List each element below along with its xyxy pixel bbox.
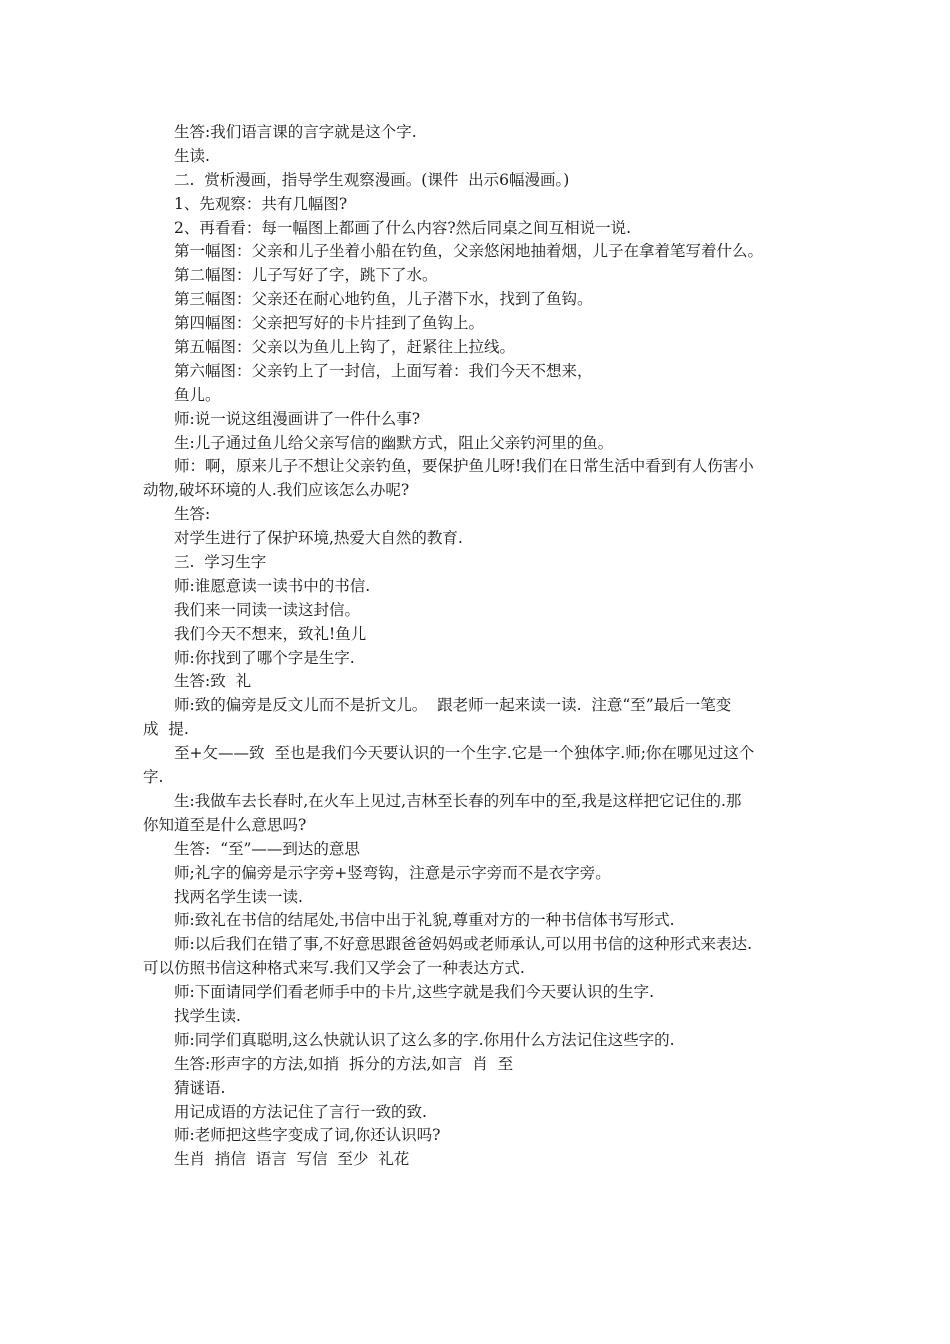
text-line: 师:以后我们在错了事,不好意思跟爸爸妈妈或老师承认,可以用书信的这种形式来表达.: [174, 935, 753, 954]
text-line: 成 提.: [143, 720, 189, 739]
text-line: 1、先观察：共有几幅图?: [174, 194, 348, 213]
text-line: 生读.: [174, 146, 210, 165]
text-line: 找两名学生读一读.: [174, 887, 303, 906]
text-line: 师:同学们真聪明,这么快就认识了这么多的字.你用什么方法记住这些字的.: [174, 1030, 675, 1049]
text-line: 师:你找到了哪个字是生字.: [174, 648, 355, 667]
text-line: 生答:致 礼: [174, 672, 252, 691]
text-line: 可以仿照书信这种格式来写.我们又学会了一种表达方式.: [143, 959, 525, 978]
text-line: 二. 赏析漫画，指导学生观察漫画。(课件 出示6幅漫画。): [174, 170, 570, 189]
text-line: 第三幅图：父亲还在耐心地钓鱼，儿子潜下水，找到了鱼钩。: [174, 290, 593, 309]
text-line: 师：啊，原来儿子不想让父亲钓鱼，要保护鱼儿呀!我们在日常生活中看到有人伤害小: [174, 457, 754, 476]
document-body: [143, 121, 813, 1172]
text-line: 第六幅图：父亲钓上了一封信，上面写着：我们今天不想来，: [174, 361, 593, 380]
text-line: 动物,破坏环境的人.我们应该怎么办呢?: [143, 481, 410, 500]
text-line: 生答:我们语言课的言字就是这个字.: [174, 123, 417, 141]
text-line: 第四幅图：父亲把写好的卡片挂到了鱼钩上。: [174, 314, 485, 333]
text-line: 师:老师把这些字变成了词,你还认识吗?: [174, 1126, 441, 1145]
text-line: 第二幅图：儿子写好了字，跳下了水。: [174, 266, 438, 285]
text-line: 找学生读.: [174, 1006, 241, 1025]
text-line: 用记成语的方法记住了言行一致的致.: [174, 1102, 427, 1121]
text-line: 对学生进行了保护环境,热爱大自然的教育.: [174, 529, 463, 548]
text-line: 我们来一同读一读这封信。: [174, 600, 361, 619]
text-line: 第五幅图：父亲以为鱼儿上钩了，赶紧往上拉线。: [174, 338, 516, 357]
text-line: 2、再看看：每一幅图上都画了什么内容?然后同桌之间互相说一说.: [174, 218, 632, 237]
text-line: 我们今天不想来，致礼!鱼儿: [174, 624, 367, 643]
text-line: 师:谁愿意读一读书中的书信.: [174, 576, 371, 595]
text-line: 生答:形声字的方法,如捎 拆分的方法,如言 肖 至: [174, 1054, 514, 1073]
text-line: 至+攵——致 至也是我们今天要认识的一个生字.它是一个独体字.师;你在哪见过这个: [174, 744, 755, 763]
text-line: 字.: [143, 768, 164, 787]
text-line: 生答: “至”——到达的意思: [174, 839, 360, 858]
text-line: 鱼儿。: [174, 385, 221, 404]
text-line: 第一幅图：父亲和儿子坐着小船在钓鱼，父亲悠闲地抽着烟，儿子在拿着笔写着什么。: [174, 242, 764, 261]
text-line: 师:说一说这组漫画讲了一件什么事?: [174, 409, 421, 428]
text-line: 生肖 捎信 语言 写信 至少 礼花: [174, 1150, 410, 1169]
text-line: 师:下面请同学们看老师手中的卡片,这些字就是我们今天要认识的生字.: [174, 983, 655, 1002]
text-line: 师;礼字的偏旁是示字旁+竖弯钩，注意是示字旁而不是衣字旁。: [174, 863, 611, 882]
text-line: 生答:: [174, 505, 211, 524]
text-line: 生:我做车去长春时,在火车上见过,吉林至长春的列车中的至,我是这样把它记住的.那: [174, 791, 742, 810]
text-line: 你知道至是什么意思吗?: [143, 815, 307, 834]
text-line: 生:儿子通过鱼儿给父亲写信的幽默方式，阻止父亲钓河里的鱼。: [174, 433, 614, 452]
text-line: 猜谜语.: [174, 1078, 226, 1097]
text-line: 师:致礼在书信的结尾处,书信中出于礼貌,尊重对方的一种书信体书写形式.: [174, 911, 675, 930]
text-line: 三. 学习生字: [174, 553, 267, 572]
text-line: 师:致的偏旁是反文儿而不是折文儿。 跟老师一起来读一读. 注意“至”最后一笔变: [174, 696, 732, 715]
